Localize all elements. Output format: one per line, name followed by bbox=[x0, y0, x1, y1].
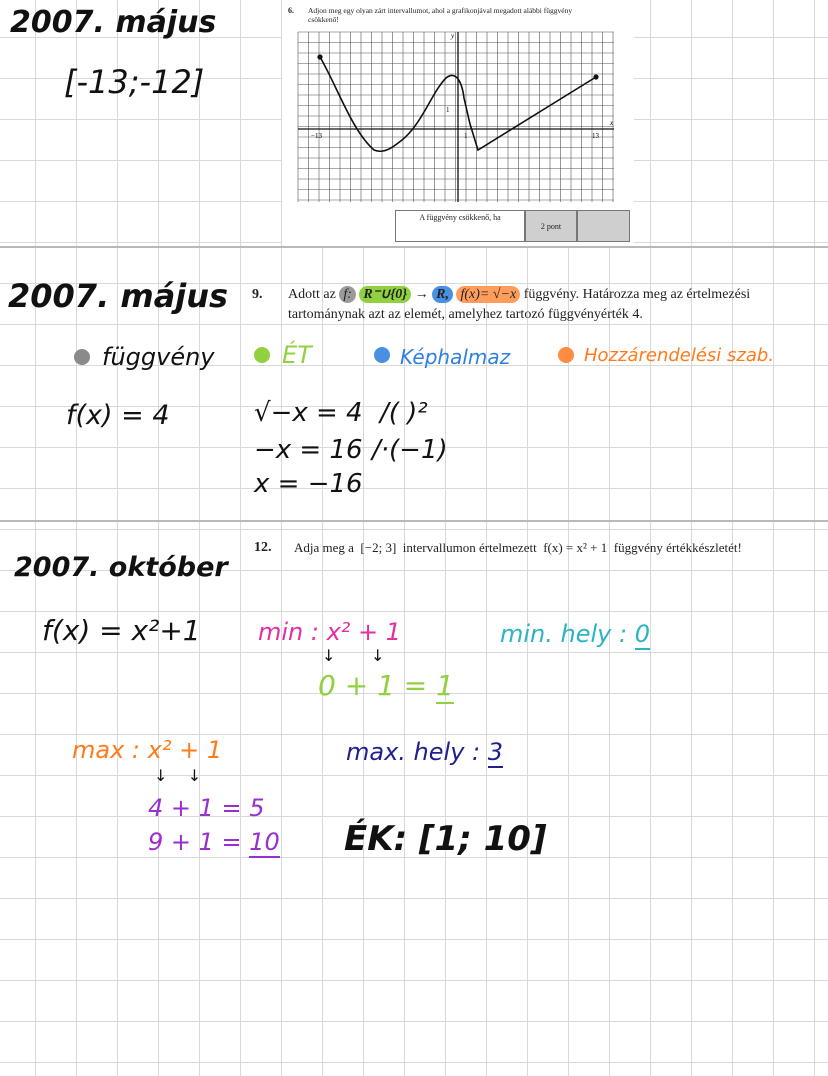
legend-label-rule: Hozzárendelési szab. bbox=[584, 345, 775, 366]
eq-x-result: x = −16 bbox=[254, 469, 363, 499]
mapping-arrow: → bbox=[414, 287, 429, 302]
min-place bbox=[500, 622, 650, 646]
max-expression: max : x² + 1 bbox=[72, 736, 223, 764]
legend-label-function: függvény bbox=[102, 343, 215, 371]
domain-highlight: R⁻∪{0} bbox=[359, 286, 411, 303]
divider-1 bbox=[0, 246, 828, 248]
task-9-line2: tartománynak azt az elemét, amelyhez tartozó függvényérték 4. bbox=[288, 307, 643, 322]
min-result: 1 bbox=[436, 669, 454, 702]
tick-1-y: 1 bbox=[446, 106, 450, 114]
legend-dot-domain bbox=[254, 347, 270, 363]
curve-end-point bbox=[593, 74, 598, 79]
max-place bbox=[346, 740, 503, 764]
eq-sqrt: √−x = 4 bbox=[254, 398, 363, 428]
legend-dot-function bbox=[74, 349, 90, 365]
divider-2 bbox=[0, 520, 828, 522]
task-6-text-line2: csökkenő! bbox=[308, 15, 339, 24]
min-arrows: ↓ ↓ bbox=[322, 646, 385, 665]
task-9-post: függvény. Határozza meg az értelmezési bbox=[523, 287, 751, 302]
graph-grid bbox=[298, 32, 614, 202]
codomain-highlight: R, bbox=[432, 286, 453, 303]
max-calculation-2 bbox=[148, 830, 280, 854]
tick-1-x: 1 bbox=[464, 132, 468, 140]
min-calculation bbox=[318, 669, 454, 702]
score-box bbox=[577, 210, 630, 242]
task-9-number: 9. bbox=[252, 287, 263, 302]
range-result: ÉK: [1; 10] bbox=[344, 819, 547, 859]
legend-dot-rule bbox=[558, 347, 574, 363]
legend-dot-range bbox=[374, 347, 390, 363]
max-arrows: ↓ ↓ bbox=[154, 766, 202, 785]
max-calc: 9 + 1 = bbox=[148, 828, 250, 856]
x-axis-label: x bbox=[610, 119, 614, 127]
task-6-number: 6. bbox=[288, 6, 294, 15]
min-expression: min : x² + 1 bbox=[258, 618, 402, 646]
max-place-label: max. hely : bbox=[346, 738, 488, 766]
curve-start-point bbox=[317, 54, 322, 59]
task-12-text: Adja meg a [−2; 3] intervallumon értelmezett f(x) = x² + 1 függvény értékkészletét! bbox=[294, 540, 742, 555]
section3-heading: 2007. október bbox=[14, 552, 228, 583]
eq-fx-4: f(x) = 4 bbox=[66, 400, 170, 431]
op-square: /( )² bbox=[380, 398, 428, 428]
task-12-number: 12. bbox=[254, 540, 272, 555]
min-calc: 0 + 1 = bbox=[318, 669, 437, 702]
tick-neg13: −13 bbox=[311, 132, 322, 140]
min-place-label: min. hely : bbox=[500, 620, 635, 648]
formula-highlight: f(x)= √−x bbox=[456, 286, 520, 303]
fx-definition: f(x) = x²+1 bbox=[42, 614, 201, 647]
max-result: 10 bbox=[249, 828, 280, 856]
task-9-pre: Adott az bbox=[288, 287, 336, 302]
function-graph bbox=[282, 26, 634, 206]
legend-label-domain: ÉT bbox=[282, 341, 312, 369]
section1-answer: [-13;-12] bbox=[64, 63, 205, 101]
min-place-value: 0 bbox=[634, 620, 650, 648]
points-box: 2 pont bbox=[525, 210, 577, 242]
section2-heading: 2007. május bbox=[8, 277, 229, 315]
eq-neg-x: −x = 16 bbox=[254, 435, 363, 465]
tick-13: 13 bbox=[592, 132, 599, 140]
legend-label-range: Képhalmaz bbox=[400, 345, 511, 369]
f-label-highlight: f: bbox=[339, 286, 356, 303]
section1-heading: 2007. május bbox=[10, 5, 217, 40]
op-multiply-neg1: /·(−1) bbox=[372, 435, 448, 465]
answer-box: A függvény csökkenő, ha bbox=[395, 210, 525, 242]
y-axis-label: y bbox=[451, 32, 455, 40]
max-place-value: 3 bbox=[487, 738, 504, 766]
max-calculation-1: 4 + 1 = 5 bbox=[148, 794, 265, 822]
task-6-text-line1: Adjon meg egy olyan zárt intervallumot, ahol a grafikonjával megadott alábbi függvény bbox=[308, 6, 573, 15]
task-9-line1 bbox=[288, 286, 750, 303]
task-6-panel bbox=[282, 0, 634, 246]
